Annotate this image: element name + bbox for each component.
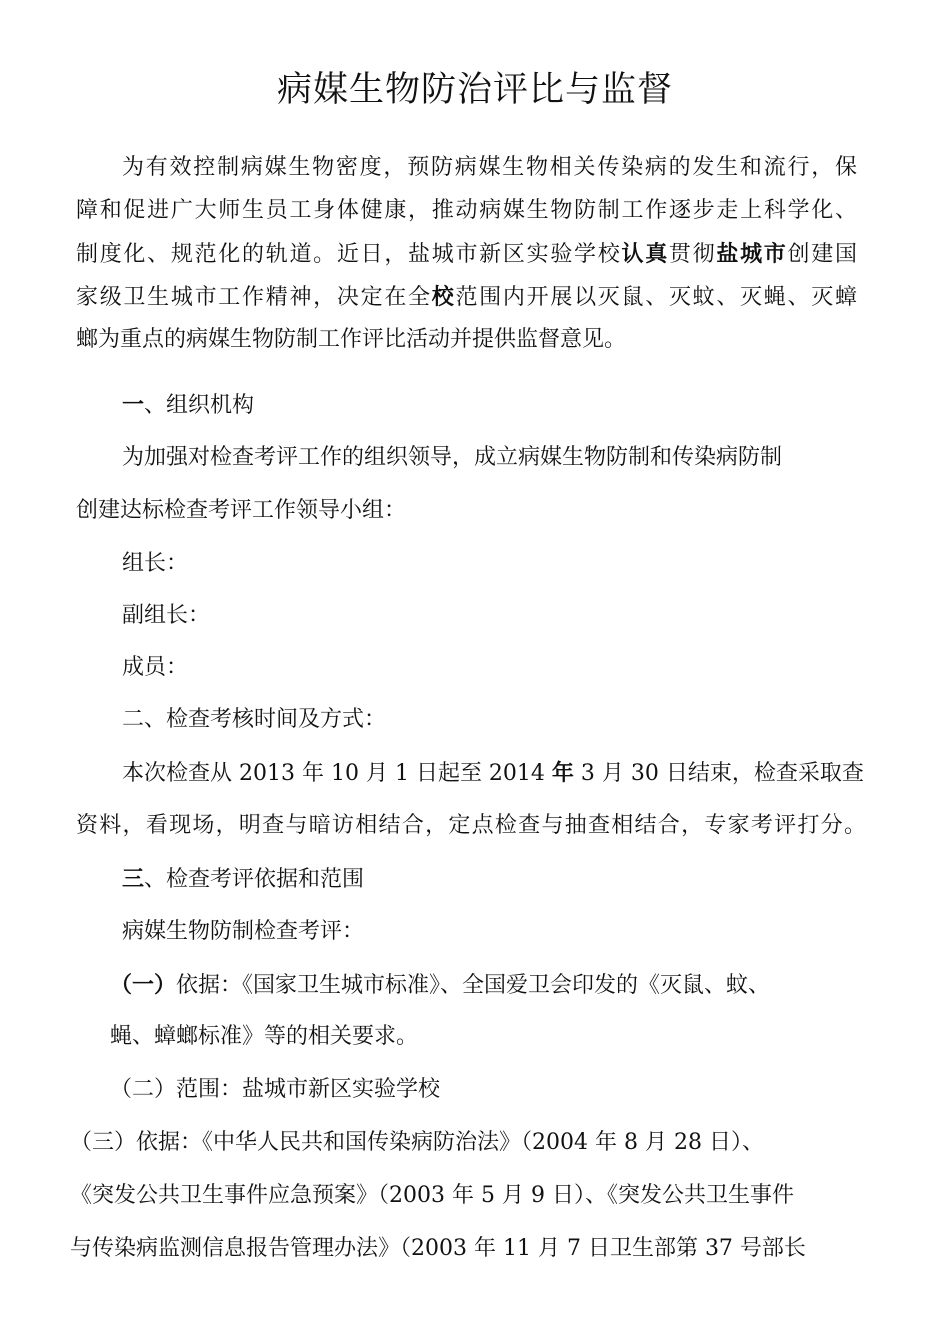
item-text: 依据：《国家卫生城市标准》、全国爱卫会印发的《灭鼠、蚊、 <box>176 973 771 998</box>
intro-text: 贯彻 <box>668 242 717 267</box>
vice-leader-label: 副组长： <box>122 603 211 628</box>
intro-line-3 <box>76 239 857 270</box>
intro-emphasis: 盐城市 <box>716 241 788 267</box>
intro-line-4 <box>76 282 857 313</box>
section-2-heading: 二、检查考核时间及方式： <box>122 707 387 732</box>
item-3-line-1: （三）依据：《中华人民共和国传染病防治法》（2004 年 8 月 28 日）、 <box>70 1130 764 1155</box>
section-heading-text: 、组织机构 <box>144 393 255 418</box>
section-2-para-line-1 <box>122 758 864 789</box>
section-2-para-line-2: 资料，看现场，明查与暗访相结合，定点检查与抽查相结合，专家考评打分。 <box>76 813 866 838</box>
intro-line-1: 为有效控制病媒生物密度，预防病媒生物相关传染病的发生和流行，保 <box>122 155 857 180</box>
page-title: 病媒生物防治评比与监督 <box>276 70 673 110</box>
item-3-line-2: 《突发公共卫生事件应急预案》（2003 年 5 月 9 日）、《突发公共卫生事件 <box>70 1183 794 1208</box>
section-3-heading <box>122 864 364 895</box>
intro-text: 范围内开展以灭鼠、灭蚊、灭蝇、灭蟑 <box>455 285 857 310</box>
section-heading-text: 、检查考评依据和范围 <box>144 867 365 892</box>
section-2-text: 本次检查从 2013 年 10 月 1 日起至 2014 <box>122 761 552 786</box>
section-1-heading <box>122 390 254 421</box>
section-1-para-line-2: 创建达标检查考评工作领导小组： <box>76 498 407 523</box>
intro-text: 家级卫生城市工作精神，决定在全 <box>76 285 432 310</box>
item-number: （一） <box>110 972 177 998</box>
intro-line-2: 障和促进广大师生员工身体健康，推动病媒生物防制工作逐步走上科学化、 <box>76 198 857 223</box>
item-1-line-2: 蝇、蟑螂标准》等的相关要求。 <box>110 1024 419 1049</box>
section-2-text: 3 月 30 日结束，检查采取查 <box>573 761 864 786</box>
intro-text: 制度化、规范化的轨道。近日，盐城市新区实验学校 <box>76 242 622 267</box>
intro-emphasis: 校 <box>431 284 456 310</box>
item-2: （二）范围：盐城市新区实验学校 <box>110 1077 441 1102</box>
item-1-line-1 <box>110 970 770 1001</box>
section-number: 三 <box>122 866 145 892</box>
section-1-para-line-1: 为加强对检查考评工作的组织领导，成立病媒生物防制和传染病防制 <box>122 445 783 470</box>
section-number: 一 <box>122 392 145 418</box>
section-3-subheading: 病媒生物防制检查考评： <box>122 919 365 944</box>
intro-line-5: 螂为重点的病媒生物防制工作评比活动并提供监督意见。 <box>76 327 627 352</box>
intro-text: 创建国 <box>787 242 857 267</box>
leader-label: 组长： <box>122 551 189 576</box>
members-label: 成员： <box>122 655 189 680</box>
section-2-emphasis: 年 <box>551 760 574 786</box>
item-3-line-3: 与传染病监测信息报告管理办法》（2003 年 11 月 7 日卫生部第 37 号部长 <box>70 1236 806 1261</box>
intro-emphasis: 认真 <box>621 241 669 267</box>
